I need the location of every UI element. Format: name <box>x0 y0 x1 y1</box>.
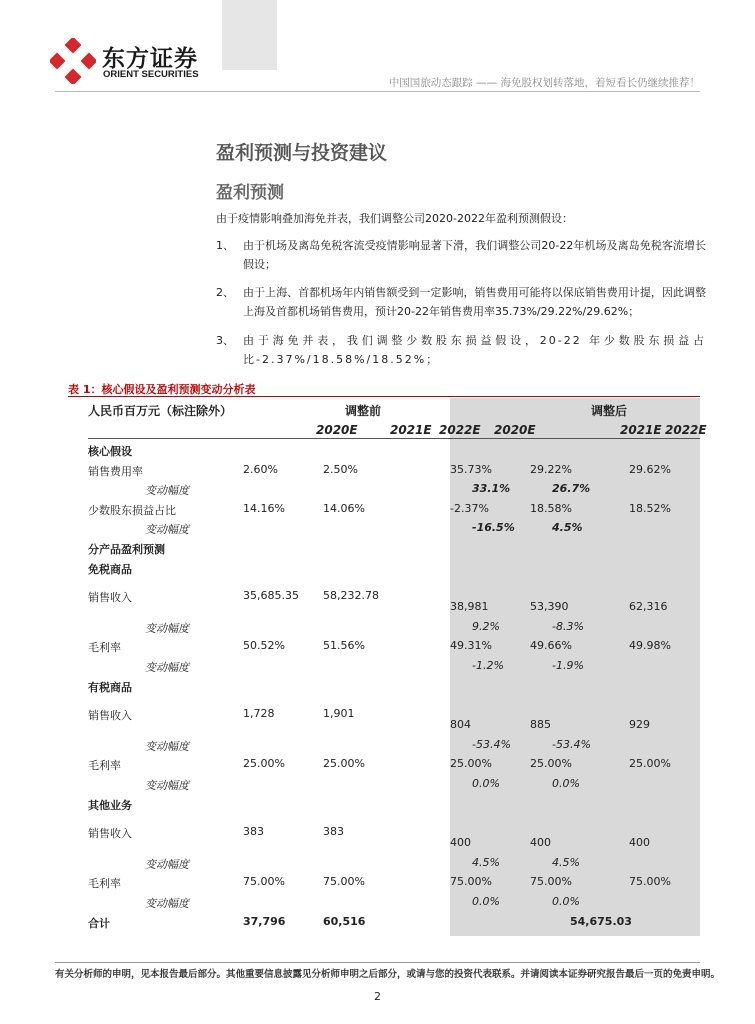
table-change-label: 变动幅度 <box>145 484 189 498</box>
before-adjustment-header: 调整前 <box>345 404 382 418</box>
year-header-after: 2021E <box>620 423 662 437</box>
table-cell-after: 25.00% <box>450 757 492 771</box>
table-change-value: 0.0% <box>552 777 580 790</box>
table-cell-before: 383 <box>243 825 264 839</box>
table-cell-before: 75.00% <box>323 875 365 889</box>
table-section-label: 其他业务 <box>88 798 132 812</box>
table-change-value: -53.4% <box>472 737 511 751</box>
table-change-value: -8.3% <box>552 619 584 633</box>
table-cell-after: 885 <box>530 718 551 732</box>
table-cell-after: 18.58% <box>530 501 572 515</box>
table-change-value: -1.9% <box>552 659 584 672</box>
table-cell-after: 25.00% <box>629 757 671 771</box>
table-cell-before: 1,728 <box>243 707 275 721</box>
table-section-label: 核心假设 <box>88 445 132 458</box>
table-cell-before: 2.60% <box>243 462 278 476</box>
table-cell-after: 62,316 <box>629 600 668 614</box>
section-title: 盈利预测与投资建议 <box>216 142 388 164</box>
table-row-label: 销售收入 <box>88 709 132 723</box>
table-cell-after: 75.00% <box>450 875 492 889</box>
list-item-number: 1、 <box>216 239 234 252</box>
logo-english-name: ORIENT SECURITIES <box>103 69 199 80</box>
after-adjustment-header: 调整后 <box>591 404 628 418</box>
table-section-label: 免税商品 <box>88 562 132 576</box>
table-row-label: 毛利率 <box>88 759 121 773</box>
table-cell-after: 804 <box>450 718 471 732</box>
table-header-rule <box>88 438 700 439</box>
table-change-label: 变动幅度 <box>145 621 189 635</box>
section-subtitle: 盈利预测 <box>216 183 284 203</box>
table-cell-after: 25.00% <box>530 757 572 771</box>
table-change-label: 变动幅度 <box>145 661 189 674</box>
year-header-after: 2020E <box>494 423 536 437</box>
table-cell-after: 75.00% <box>629 875 671 889</box>
table-row-label: 毛利率 <box>88 641 121 655</box>
list-item <box>216 283 706 321</box>
list-item-text: 由于机场及离岛免税客流受疫情影响显著下滑，我们调整公司20-22年机场及离岛免税客流增长假设； <box>243 239 706 271</box>
table-change-value: -16.5% <box>472 521 515 535</box>
table-change-value: 0.0% <box>472 777 500 790</box>
table-total-label: 合计 <box>88 916 110 930</box>
page-number: 2 <box>374 990 381 1003</box>
table-row-label: 销售收入 <box>88 827 132 841</box>
header-divider <box>55 91 700 92</box>
table-cell-after: 75.00% <box>530 875 572 889</box>
table-row-label: 毛利率 <box>88 877 121 891</box>
table-cell-before: 50.52% <box>243 639 285 653</box>
table-change-value: 0.0% <box>472 895 500 908</box>
table-cell-after: 18.52% <box>629 501 671 515</box>
table-row-label: 销售费用率 <box>88 464 143 478</box>
table-change-label: 变动幅度 <box>145 739 189 753</box>
table-unit-label: 人民币百万元（标注除外） <box>88 404 233 418</box>
list-item-text: 由于上海、首都机场年内销售额受到一定影响，销售费用可能将以保底销售费用计提，因此调整上海及首都机场销售费用，预计20-22年销售费用率35.73%/29.22%/29.62%； <box>243 286 706 318</box>
table-cell-before: 25.00% <box>323 757 365 771</box>
table-change-label: 变动幅度 <box>145 779 189 792</box>
header-gray-band <box>222 0 277 70</box>
logo-chinese-name: 东方证券 <box>102 46 198 72</box>
table-cell-after: 49.31% <box>450 639 492 653</box>
table-cell-before: 35,685.35 <box>243 589 299 603</box>
table-cell-after: 29.22% <box>530 462 572 476</box>
year-header-before: 2020E <box>316 423 358 437</box>
table-cell-after: 400 <box>530 836 551 850</box>
table-section-label: 有税商品 <box>88 680 132 694</box>
table-cell-after: 53,390 <box>530 600 569 614</box>
table-cell-before: 75.00% <box>243 875 285 889</box>
table-cell-after: 29.62% <box>629 462 671 476</box>
table-cell-before: 2.50% <box>323 462 358 476</box>
table-cell-after: 35.73% <box>450 462 492 476</box>
table-row-label: 销售收入 <box>88 591 132 605</box>
table-cell-after: 49.98% <box>629 639 671 653</box>
list-item <box>216 236 706 274</box>
table-cell-before: 25.00% <box>243 757 285 771</box>
table-change-value: 9.2% <box>472 619 500 633</box>
list-item-number: 3、 <box>216 334 234 347</box>
table-total-after: 54,675.03 <box>570 914 632 928</box>
year-header-before: 2021E <box>390 423 432 437</box>
table-cell-after: 38,981 <box>450 600 489 614</box>
table-title: 表 1：核心假设及盈利预测变动分析表 <box>68 383 256 396</box>
table-title-rule <box>68 396 700 397</box>
table-cell-before: 14.16% <box>243 501 285 515</box>
logo-mark-icon <box>50 38 96 84</box>
table-cell-after: 49.66% <box>530 639 572 653</box>
list-item <box>216 331 706 369</box>
table-change-value: -1.2% <box>472 659 504 672</box>
table-change-value: 26.7% <box>552 482 591 496</box>
table-change-value: 4.5% <box>552 855 580 869</box>
table-change-label: 变动幅度 <box>145 897 189 910</box>
table-total-before: 60,516 <box>323 914 366 928</box>
intro-paragraph: 由于疫情影响叠加海免并表，我们调整公司2020-2022年盈利预测假设： <box>216 212 573 225</box>
table-change-label: 变动幅度 <box>145 523 189 537</box>
table-change-label: 变动幅度 <box>145 857 189 871</box>
table-cell-after: 400 <box>629 836 650 850</box>
table-change-value: 0.0% <box>552 895 580 908</box>
table-cell-before: 14.06% <box>323 501 365 515</box>
table-section-label: 分产品盈利预测 <box>88 543 165 556</box>
table-change-value: 4.5% <box>472 855 500 869</box>
table-change-value: 4.5% <box>552 521 583 535</box>
table-cell-after: -2.37% <box>450 501 489 515</box>
running-title: 中国国旅动态跟踪 —— 海免股权划转落地，着短看长仍继续推荐！ <box>388 77 700 89</box>
orient-securities-logo <box>50 38 220 86</box>
footer-disclaimer: 有关分析师的申明，见本报告最后部分。其他重要信息披露见分析师申明之后部分，或请与您的投资代表联系。并请阅读本证券研究报告最后一页的免责申明。 <box>55 969 721 980</box>
list-item-number: 2、 <box>216 286 234 299</box>
table-cell-before: 51.56% <box>323 639 365 653</box>
table-cell-after: 400 <box>450 836 471 850</box>
year-header-before: 2022E <box>439 423 481 437</box>
footer-divider <box>55 962 700 963</box>
table-cell-before: 58,232.78 <box>323 589 379 603</box>
table-change-value: 33.1% <box>472 482 511 496</box>
list-item-text: 由于海免并表，我们调整少数股东损益假设，20-22 年少数股东损益占比-2.37%/18.58%/18.52%； <box>243 334 706 366</box>
table-row-label: 少数股东损益占比 <box>88 503 176 517</box>
table-total-before: 37,796 <box>243 914 286 928</box>
table-change-value: -53.4% <box>552 737 591 751</box>
table-cell-before: 383 <box>323 825 344 839</box>
year-header-after: 2022E <box>665 423 707 437</box>
table-cell-after: 929 <box>629 718 650 732</box>
table-cell-before: 1,901 <box>323 707 355 721</box>
